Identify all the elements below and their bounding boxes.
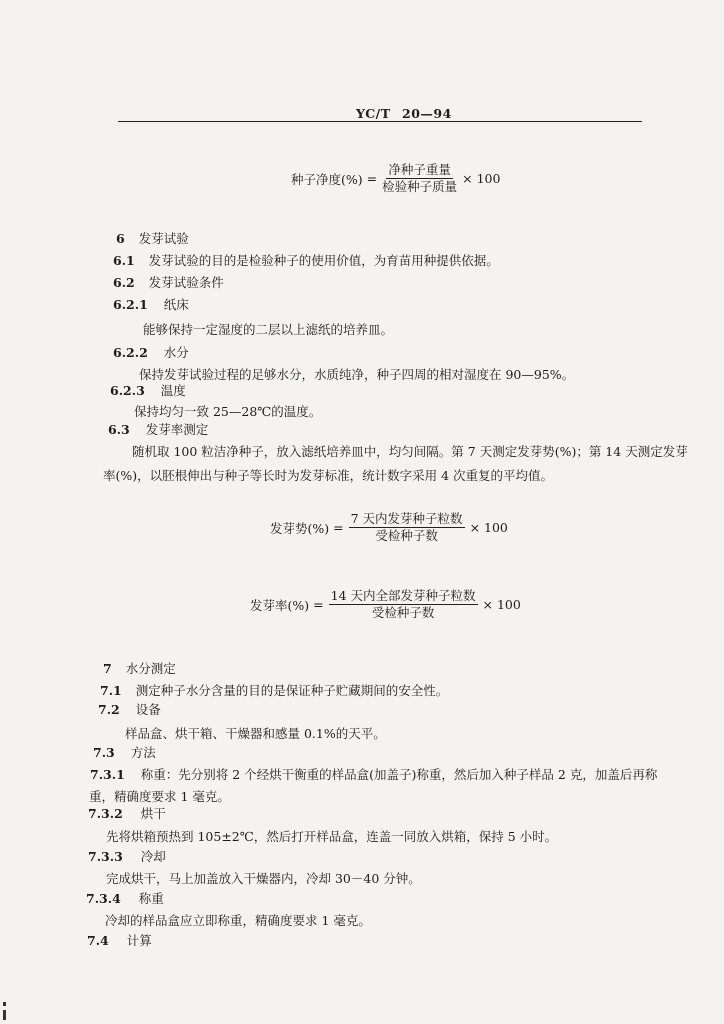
section-6-1 <box>113 251 499 269</box>
formula-energy-eq: = <box>333 520 344 535</box>
section-6-heading <box>116 229 189 247</box>
section-title: 计算 <box>126 933 152 948</box>
section-number: 6.2 <box>113 275 135 290</box>
section-number: 6.2.1 <box>113 297 148 312</box>
section-7-heading <box>103 659 176 677</box>
section-6-3-text-line2: 率(%)，以胚根伸出与种子等长时为发芽标准，统计数字采用 4 次重复的平均值。 <box>103 468 554 483</box>
section-number: 6.1 <box>113 253 135 268</box>
section-6-2-3-heading <box>110 381 186 399</box>
section-7-1 <box>100 681 448 699</box>
formula-energy-multiplier: × 100 <box>469 520 508 535</box>
section-number: 6.3 <box>108 422 130 437</box>
section-title: 发芽试验 <box>138 231 189 246</box>
scan-margin-mark <box>3 1010 6 1020</box>
section-number: 6 <box>116 231 125 246</box>
section-title: 称重 <box>138 891 164 906</box>
paragraph-text: 称重：先分别将 2 个经烘干衡重的样品盒(加盖子)称重，然后加入种子样品 2 克，加盖后再称 <box>140 767 658 782</box>
section-number: 7.2 <box>98 702 120 717</box>
section-number: 7.4 <box>87 933 109 948</box>
formula-purity-numerator: 净种子重量 <box>388 162 451 177</box>
section-7-3-3-text: 完成烘干，马上加盖放入干燥器内，冷却 30－40 分钟。 <box>106 871 421 886</box>
section-7-2-text: 样品盒、烘干箱、干燥器和感量 0.1%的天平。 <box>125 726 386 741</box>
formula-germination-rate <box>250 589 521 620</box>
section-7-3-2-heading <box>88 804 166 822</box>
section-number: 7.3.2 <box>88 806 123 821</box>
section-6-2-3-text: 保持均匀一致 25—28℃的温度。 <box>134 404 322 419</box>
header-standard-number: 20—94 <box>402 106 452 121</box>
section-7-2-heading <box>98 700 161 718</box>
formula-rate-lhs: 发芽率(%) <box>250 597 310 613</box>
formula-rate-denominator: 受检种子数 <box>371 605 435 620</box>
section-7-3-1-line2: 重，精确度要求 1 毫克。 <box>89 789 230 804</box>
formula-purity-denominator: 检验种子质量 <box>382 179 458 194</box>
section-title: 设备 <box>135 702 161 717</box>
paragraph-text: 发芽试验的目的是检验种子的使用价值，为育苗用种提供依据。 <box>148 253 499 268</box>
section-number: 6.2.3 <box>110 383 145 398</box>
section-7-3-1-line1 <box>90 765 657 783</box>
section-6-2-1-text: 能够保持一定湿度的二层以上滤纸的培养皿。 <box>143 322 394 337</box>
formula-purity-fraction <box>382 163 457 194</box>
section-number: 7.3.1 <box>90 767 125 782</box>
section-number: 7.3.4 <box>86 891 121 906</box>
section-title: 水分 <box>163 345 189 360</box>
formula-rate-multiplier: × 100 <box>482 597 521 612</box>
section-7-4-heading <box>87 931 152 949</box>
section-number: 7.1 <box>100 683 122 698</box>
formula-energy-lhs: 发芽势(%) <box>270 520 330 536</box>
header-rule <box>118 121 642 122</box>
section-6-3-heading <box>108 420 208 438</box>
formula-purity-multiplier: × 100 <box>462 171 501 186</box>
section-title: 冷却 <box>140 849 166 864</box>
section-7-3-3-heading <box>88 847 166 865</box>
scan-margin-mark <box>3 1002 6 1006</box>
section-title: 温度 <box>160 383 186 398</box>
section-title: 发芽试验条件 <box>148 275 224 290</box>
section-7-3-4-text: 冷却的样品盒应立即称重，精确度要求 1 毫克。 <box>105 913 371 928</box>
section-number: 7 <box>103 661 112 676</box>
section-6-2-1-heading <box>113 295 189 313</box>
formula-purity-lhs: 种子净度(%) <box>291 171 363 187</box>
formula-rate-fraction <box>329 589 478 620</box>
section-6-2-2-text: 保持发芽试验过程的足够水分，水质纯净，种子四周的相对湿度在 90—95%。 <box>139 367 575 382</box>
formula-rate-numerator: 14 天内全部发芽种子粒数 <box>330 588 476 603</box>
header-standard-code: YC/T <box>356 106 391 121</box>
section-7-3-heading <box>93 743 156 761</box>
section-7-3-4-heading <box>86 889 164 907</box>
section-title: 烘干 <box>140 806 166 821</box>
section-title: 水分测定 <box>125 661 176 676</box>
formula-rate-eq: = <box>313 597 324 612</box>
formula-germination-energy <box>270 512 508 543</box>
formula-energy-denominator: 受检种子数 <box>375 528 438 543</box>
section-number: 6.2.2 <box>113 345 148 360</box>
formula-energy-fraction <box>349 512 465 543</box>
section-title: 纸床 <box>163 297 189 312</box>
formula-purity-eq: = <box>366 171 378 186</box>
section-6-2-heading <box>113 273 224 291</box>
section-6-3-text-line1: 随机取 100 粒洁净种子，放入滤纸培养皿中，均匀间隔。第 7 天测定发芽势(%)；第 14 天测定发芽 <box>132 444 688 459</box>
paragraph-text: 测定种子水分含量的目的是保证种子贮藏期间的安全性。 <box>135 683 449 698</box>
section-number: 7.3 <box>93 745 115 760</box>
section-number: 7.3.3 <box>88 849 123 864</box>
section-6-2-2-heading <box>113 343 189 361</box>
section-title: 方法 <box>130 745 156 760</box>
section-7-3-2-text: 先将烘箱预热到 105±2℃，然后打开样品盒，连盖一同放入烘箱，保持 5 小时。 <box>106 829 558 844</box>
formula-purity <box>291 163 500 194</box>
section-title: 发芽率测定 <box>145 422 209 437</box>
formula-energy-numerator: 7 天内发芽种子粒数 <box>350 511 463 526</box>
